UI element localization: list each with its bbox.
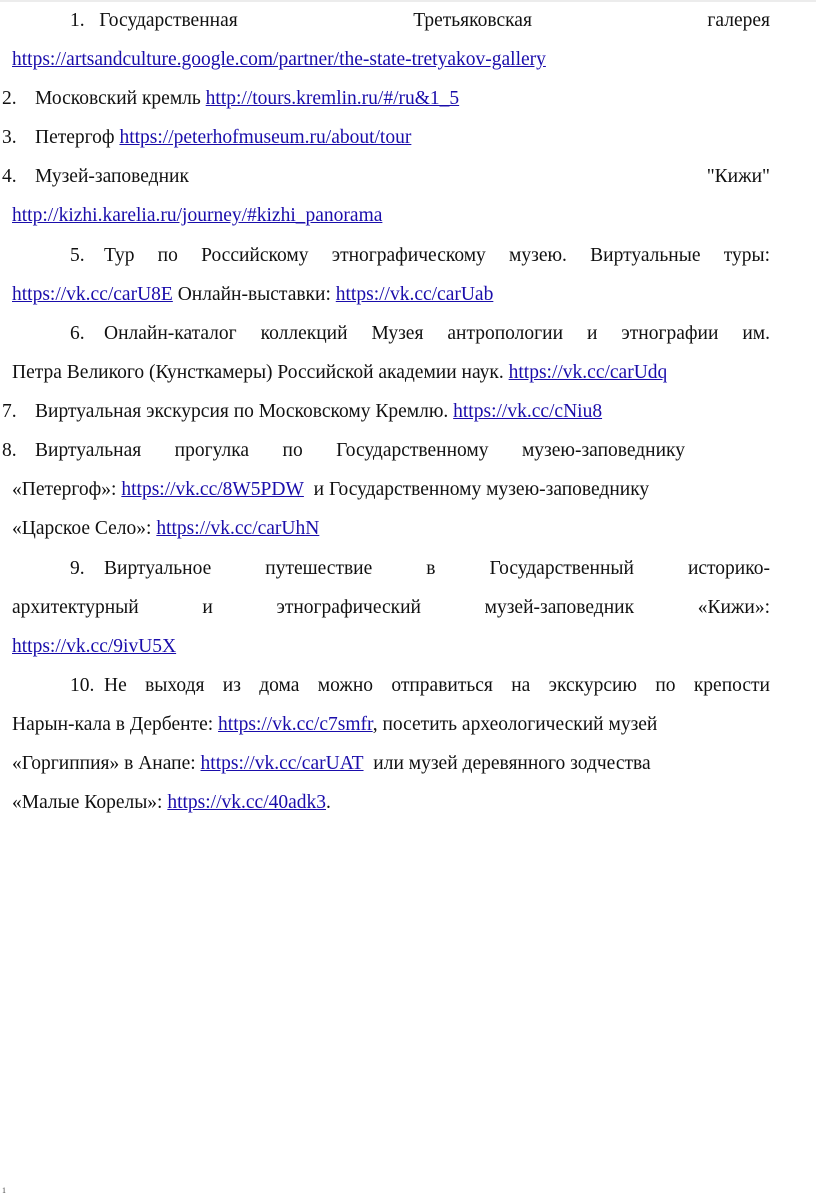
item-5-number: 5. <box>70 245 85 266</box>
item-1-line-1 <box>70 6 770 36</box>
item-6-text: Онлайн-каталог коллекций Музея антропологии и этнографии им. <box>104 323 770 344</box>
item-4-text: Музей-заповедник <box>35 166 189 187</box>
item-1-word-2: Третьяковская <box>413 10 532 31</box>
item-8-number: 8. <box>2 440 17 461</box>
item-9-word: «Кижи»: <box>697 597 770 618</box>
item-9-line-3 <box>12 632 816 662</box>
item-2-text-wrap <box>35 84 459 114</box>
item-4-line-2 <box>12 201 816 231</box>
item-8-text-b: и Государственному музею-заповеднику <box>313 479 650 500</box>
item-3-link[interactable]: https://peterhofmuseum.ru/about/tour <box>119 127 412 148</box>
item-9-word: путешествие <box>265 558 373 579</box>
top-edge <box>0 0 816 2</box>
item-2 <box>0 84 816 114</box>
item-6-number: 6. <box>70 323 85 344</box>
item-3-text-wrap <box>35 123 411 153</box>
item-5-line-1 <box>0 241 816 271</box>
item-1-link[interactable]: https://artsandculture.google.com/partner/the-state-tretyakov-gallery <box>12 49 546 70</box>
item-6-link[interactable]: https://vk.cc/carUdq <box>508 362 668 383</box>
item-9-word: Государственный <box>489 558 634 579</box>
item-3-number: 3. <box>2 127 17 148</box>
item-8-text-c: «Царское Село»: <box>12 518 152 539</box>
item-9-word: музей-заповедник <box>484 597 635 618</box>
item-5-text: Тур по Российскому этнографическому музею. Виртуальные туры: <box>104 245 770 266</box>
item-9-word: в <box>426 558 436 579</box>
item-1-line-2 <box>12 45 816 75</box>
item-4-line-1 <box>0 162 816 192</box>
item-10-text-c: «Горгиппия» в Анапе: <box>12 753 196 774</box>
item-9-word: архитектурный <box>12 597 139 618</box>
item-10-text: Не выходя из дома можно отправиться на экскурсию по крепости <box>104 675 770 696</box>
item-8-link-2[interactable]: https://vk.cc/carUhN <box>156 518 320 539</box>
item-10-link-2[interactable]: https://vk.cc/carUAT <box>200 753 364 774</box>
item-5-label-2: Онлайн-выставки: <box>177 284 331 305</box>
item-8-line-3 <box>12 514 816 544</box>
item-10-text-b: , посетить археологический музей <box>372 714 658 735</box>
item-1-word-3: галерея <box>707 10 770 31</box>
item-10-number: 10. <box>70 675 95 696</box>
item-4-number: 4. <box>2 166 17 187</box>
item-10-link-3[interactable]: https://vk.cc/40adk3 <box>167 792 327 813</box>
item-10-link-1[interactable]: https://vk.cc/c7smfr <box>218 714 373 735</box>
item-10-text-a: Нарын-кала в Дербенте: <box>12 714 214 735</box>
item-3 <box>0 123 816 153</box>
item-9-number: 9. <box>70 558 85 579</box>
item-9-word: этнографический <box>276 597 421 618</box>
item-10-line-1 <box>0 671 816 701</box>
item-8-link-1[interactable]: https://vk.cc/8W5PDW <box>121 479 304 500</box>
item-8-text-a: «Петергоф»: <box>12 479 117 500</box>
item-7-number: 7. <box>2 401 17 422</box>
item-9-line-2 <box>12 593 770 623</box>
item-3-text: Петергоф <box>35 127 115 148</box>
item-6-line-2 <box>12 358 816 388</box>
item-6-text-2: Петра Великого (Кунсткамеры) Российской академии наук. <box>12 362 504 383</box>
item-4-link[interactable]: http://kizhi.karelia.ru/journey/#kizhi_panorama <box>12 205 383 226</box>
item-9-word: и <box>202 597 213 618</box>
item-10-text-f: . <box>326 792 331 813</box>
item-8-line-1 <box>0 436 816 466</box>
item-2-number: 2. <box>2 88 17 109</box>
item-5-line-2 <box>12 280 816 310</box>
item-5-link-2[interactable]: https://vk.cc/carUab <box>335 284 494 305</box>
item-9-word: Виртуальное <box>104 558 212 579</box>
item-10-text-e: «Малые Корелы»: <box>12 792 163 813</box>
item-7 <box>0 397 816 427</box>
item-7-text: Виртуальная экскурсия по Московскому Кремлю. <box>35 401 449 422</box>
item-10-line-4 <box>12 788 816 818</box>
item-9-line-1 <box>104 554 770 584</box>
item-7-text-wrap <box>35 397 602 427</box>
item-10-text-d: или музей деревянного зодчества <box>373 753 651 774</box>
item-2-text: Московский кремль <box>35 88 201 109</box>
item-6-line-1 <box>0 319 816 349</box>
item-7-link[interactable]: https://vk.cc/cNiu8 <box>453 401 603 422</box>
item-1-number-and-word: 1. Государственная <box>70 10 238 31</box>
item-8-text: Виртуальная прогулка по Государственному музею-заповеднику <box>35 440 685 461</box>
item-10-line-3 <box>12 749 816 779</box>
item-8-line-2 <box>12 475 816 505</box>
item-5-link-1[interactable]: https://vk.cc/carU8E <box>12 284 173 305</box>
page-number: 1 <box>2 1186 6 1195</box>
item-9-link[interactable]: https://vk.cc/9ivU5X <box>12 636 177 657</box>
item-2-link[interactable]: http://tours.kremlin.ru/#/ru&1_5 <box>205 88 460 109</box>
item-4-name: "Кижи" <box>706 166 770 187</box>
item-10-line-2 <box>12 710 816 740</box>
item-9-word: историко- <box>687 558 770 579</box>
